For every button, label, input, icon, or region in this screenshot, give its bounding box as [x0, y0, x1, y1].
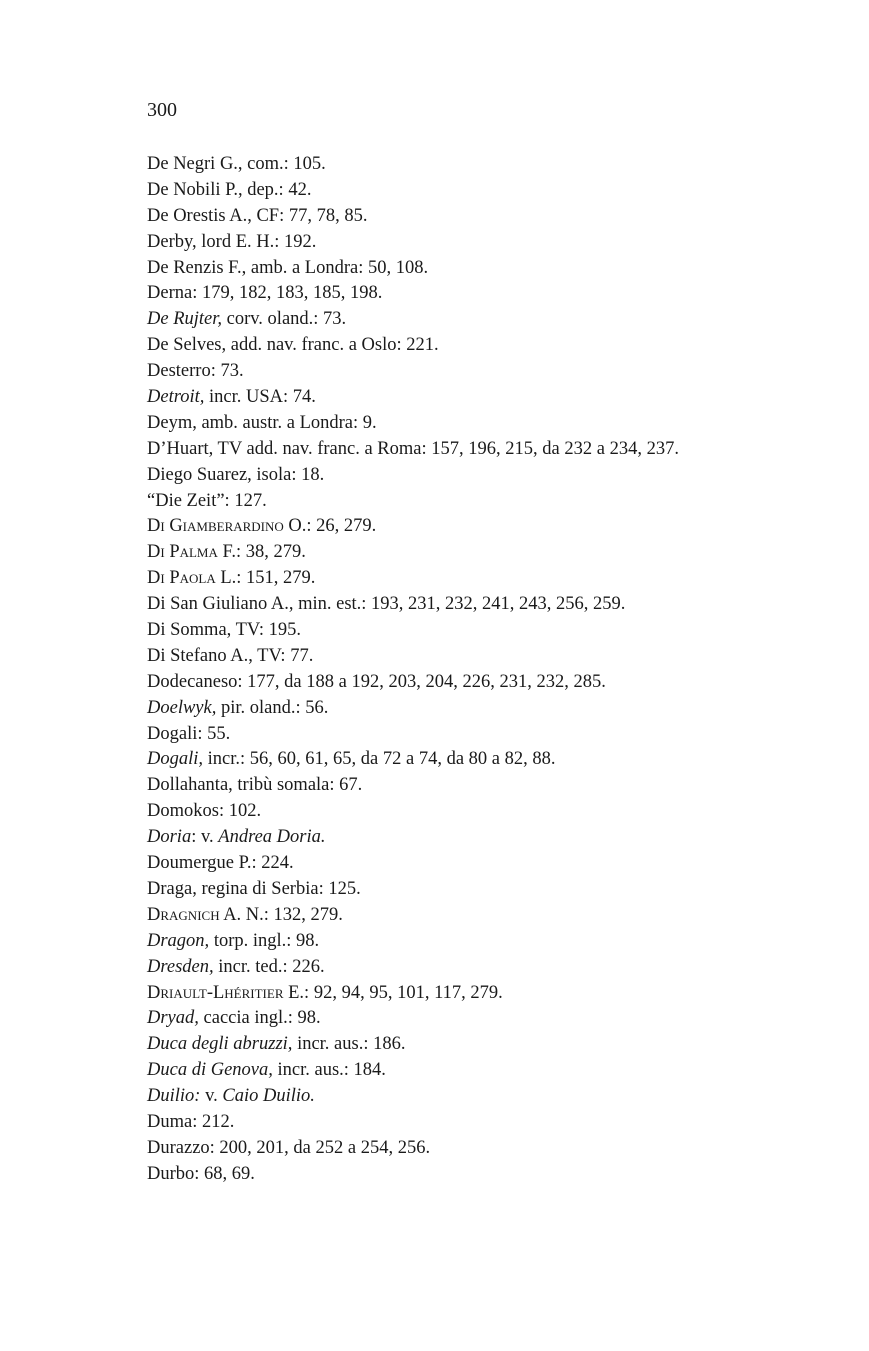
index-entry — [147, 747, 847, 773]
index-entry-italic-text: Detroit, — [147, 387, 205, 408]
index-entry-text: pir. oland.: 56. — [216, 697, 329, 718]
index-entry — [147, 230, 847, 256]
index-entry-text: Dodecaneso: 177, da 188 a 192, 203, 204, 226, 231, 232, 285. — [147, 671, 606, 692]
index-entry — [147, 955, 847, 981]
index-entry-italic-text: Caio Duilio. — [222, 1086, 315, 1107]
index-entry — [147, 773, 847, 799]
index-entry — [147, 851, 847, 877]
index-entry-text: torp. ingl.: 98. — [209, 930, 320, 951]
index-entry-italic-text: Andrea Doria. — [218, 827, 326, 848]
index-entry-text: D’Huart, TV add. nav. franc. a Roma: 157, 196, 215, da 232 a 234, 237. — [147, 438, 679, 459]
index-entry-text: De Renzis F., amb. a Londra: 50, 108. — [147, 257, 429, 278]
index-entry-text: L.: 151, 279. — [215, 568, 316, 589]
index-entry — [147, 1032, 847, 1058]
index-entry — [147, 1084, 847, 1110]
index-entry — [147, 1136, 847, 1162]
index-entry — [147, 1110, 847, 1136]
index-entry-text: Doumergue P.: 224. — [147, 853, 294, 874]
index-entry-text: De Negri G., com.: 105. — [147, 154, 326, 174]
index-entry — [147, 514, 847, 540]
index-entry — [147, 1006, 847, 1032]
index-entry-italic-text: Duca degli abruzzi, — [147, 1034, 293, 1055]
index-entry-italic-text: Dogali, — [147, 749, 204, 770]
index-entry — [147, 877, 847, 903]
index-entry-text: Durbo: 68, 69. — [147, 1163, 255, 1184]
index-entry — [147, 592, 847, 618]
index-entry — [147, 437, 847, 463]
index-entry-italic-text: Duca di Genova, — [147, 1060, 273, 1081]
index-entry — [147, 256, 847, 282]
index-entry-text: incr. aus.: 186. — [292, 1034, 406, 1055]
index-entry — [147, 152, 847, 178]
index-entry-text: caccia ingl.: 98. — [198, 1008, 321, 1029]
index-entry-author-name: Di Giamberardino — [147, 516, 284, 537]
index-entry-text: O.: 26, 279. — [283, 516, 377, 537]
index-entry — [147, 307, 847, 333]
index-entry-text: corv. oland.: 73. — [222, 309, 347, 330]
index-entry-text: incr.: 56, 60, 61, 65, da 72 a 74, da 80 a 82, 88. — [203, 749, 556, 770]
index-entry — [147, 540, 847, 566]
index-entry-author-name: Di Palma — [147, 542, 218, 563]
index-entry-text: De Selves, add. nav. franc. a Oslo: 221. — [147, 335, 439, 356]
index-entry-text: Draga, regina di Serbia: 125. — [147, 878, 361, 899]
index-entry — [147, 981, 847, 1007]
index-entry — [147, 929, 847, 955]
index-entry-list — [147, 152, 847, 1188]
index-entry-text: incr. aus.: 184. — [272, 1060, 386, 1081]
index-entry — [147, 204, 847, 230]
index-entry-text: De Nobili P., dep.: 42. — [147, 179, 312, 200]
index-entry — [147, 463, 847, 489]
index-entry — [147, 281, 847, 307]
index-entry — [147, 1162, 847, 1188]
index-entry-author-name: Dragnich — [147, 904, 220, 925]
index-entry-text: Deym, amb. austr. a Londra: 9. — [147, 412, 377, 433]
index-entry — [147, 333, 847, 359]
index-entry — [147, 644, 847, 670]
index-entry-text: incr. ted.: 226. — [213, 956, 325, 977]
index-entry-italic-text: Doria — [147, 827, 192, 848]
index-entry-italic-text: Dragon, — [147, 930, 210, 951]
index-entry-text: v. — [200, 1086, 223, 1107]
index-entry-text: Durazzo: 200, 201, da 252 a 254, 256. — [147, 1137, 431, 1158]
index-entry-text: E.: 92, 94, 95, 101, 117, 279. — [283, 982, 503, 1003]
index-entry — [147, 722, 847, 748]
index-entry — [147, 385, 847, 411]
index-entry-italic-text: Doelwyk, — [147, 697, 217, 718]
index-entry-text: De Orestis A., CF: 77, 78, 85. — [147, 205, 368, 226]
index-entry-author-name: Di Paola — [147, 568, 216, 589]
index-entry-text: Duma: 212. — [147, 1111, 235, 1132]
index-entry — [147, 903, 847, 929]
index-entry-text: Di San Giuliano A., min. est.: 193, 231, 232, 241, 243, 256, 259. — [147, 594, 626, 615]
index-entry-text: “Die Zeit”: 127. — [147, 490, 267, 511]
index-entry — [147, 489, 847, 515]
index-entry — [147, 825, 847, 851]
index-entry — [147, 359, 847, 385]
index-entry-text: incr. USA: 74. — [204, 387, 316, 408]
index-entry-text: Di Stefano A., TV: 77. — [147, 645, 314, 666]
index-entry — [147, 670, 847, 696]
index-entry-text: Derna: 179, 182, 183, 185, 198. — [147, 283, 383, 304]
index-entry-text: Di Somma, TV: 195. — [147, 620, 301, 641]
index-entry-text: Derby, lord E. H.: 192. — [147, 231, 317, 252]
index-entry — [147, 618, 847, 644]
index-entry-text: Diego Suarez, isola: 18. — [147, 464, 325, 485]
index-entry-text: Dogali: 55. — [147, 723, 231, 744]
index-entry-italic-text: Dryad, — [147, 1008, 199, 1029]
index-entry — [147, 799, 847, 825]
index-entry — [147, 178, 847, 204]
index-entry — [147, 566, 847, 592]
index-entry-text: Domokos: 102. — [147, 801, 262, 822]
index-entry-author-name: Driault-Lhéritier — [147, 982, 284, 1003]
index-entry-text: F.: 38, 279. — [217, 542, 306, 563]
index-entry — [147, 411, 847, 437]
index-entry-text: Dollahanta, tribù somala: 67. — [147, 775, 363, 796]
index-entry — [147, 696, 847, 722]
index-entry — [147, 1058, 847, 1084]
index-entry-italic-text: Duilio: — [147, 1086, 201, 1107]
index-entry-italic-text: De Rujter, — [147, 309, 223, 330]
index-entry-text: A. N.: 132, 279. — [219, 904, 343, 925]
index-entry-italic-text: Dresden, — [147, 956, 214, 977]
index-entry-text: : v. — [191, 827, 219, 848]
index-entry-text: Desterro: 73. — [147, 361, 244, 382]
page-number: 300 — [147, 99, 177, 121]
